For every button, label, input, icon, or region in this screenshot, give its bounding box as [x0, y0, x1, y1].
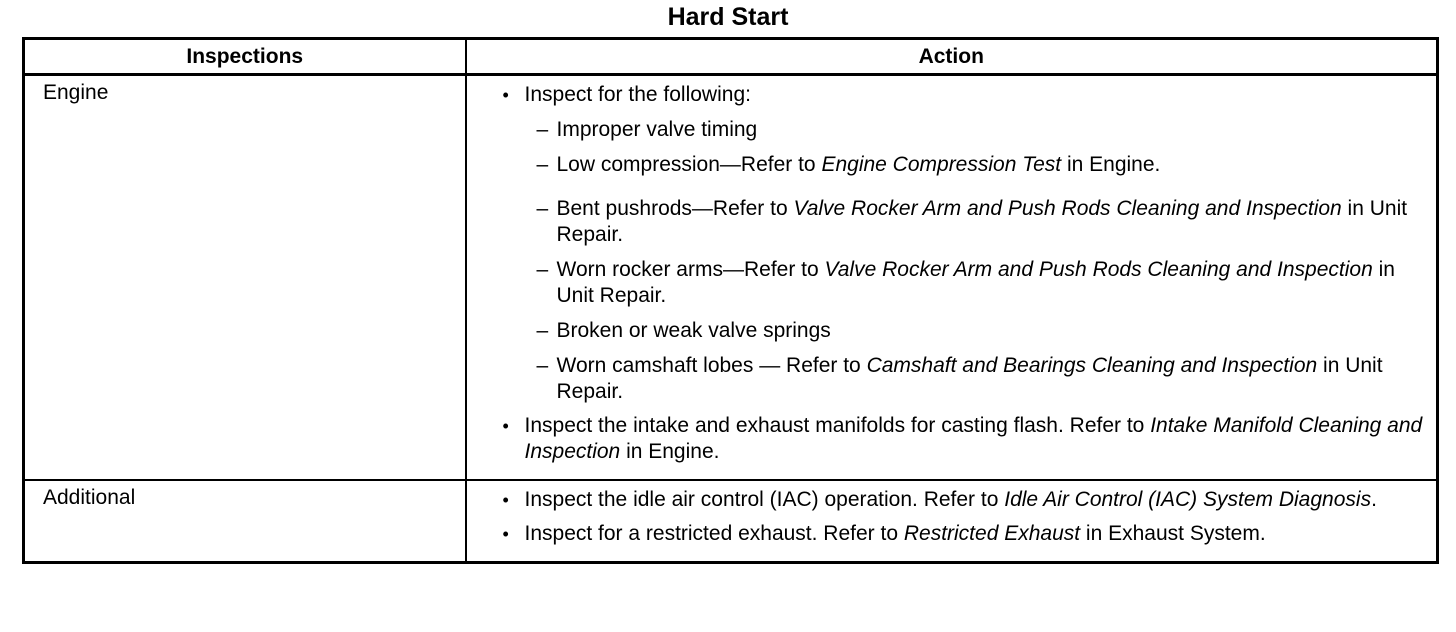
action-text: Inspect the idle air control (IAC) operation. Refer to — [524, 488, 1005, 511]
action-cell — [466, 480, 1438, 563]
action-list — [467, 481, 1437, 561]
action-text: Bent pushrods—Refer to — [556, 197, 794, 220]
action-text: in Engine. — [620, 440, 720, 463]
action-text: . — [1371, 488, 1377, 511]
reference-title: Engine Compression Test — [821, 153, 1062, 176]
action-text: Low compression—Refer to — [556, 153, 822, 176]
reference-title: Camshaft and Bearings Cleaning and Inspection — [866, 354, 1318, 377]
action-text: Broken or weak valve springs — [556, 319, 831, 342]
reference-title: Intake Manifold Cleaning and Inspection — [524, 414, 1423, 463]
dash-icon: – — [536, 319, 549, 342]
inspection-cell — [24, 480, 466, 563]
action-text: in Engine. — [1061, 153, 1161, 176]
inspection-label: Engine — [43, 81, 109, 104]
action-text: in Unit Repair. — [556, 197, 1408, 246]
action-sub-item — [503, 152, 1427, 178]
page-title: Hard Start — [667, 3, 789, 31]
dash-icon: – — [536, 197, 549, 220]
diagnostic-table — [22, 37, 1439, 564]
reference-title: Valve Rocker Arm and Push Rods Cleaning and Inspection — [824, 258, 1373, 281]
action-cell — [466, 75, 1438, 481]
dash-icon: – — [536, 153, 549, 176]
reference-title: Idle Air Control (IAC) System Diagnosis — [1004, 488, 1372, 511]
table-body — [24, 75, 1438, 563]
reference-title: Restricted Exhaust — [903, 522, 1081, 545]
action-text: Inspect the intake and exhaust manifolds for casting flash. Refer to — [524, 414, 1151, 437]
action-sub-item — [503, 318, 1427, 344]
dash-icon: – — [536, 354, 549, 377]
reference-title: Valve Rocker Arm and Push Rods Cleaning and Inspection — [793, 197, 1342, 220]
dash-icon: – — [536, 118, 549, 141]
action-text: Improper valve timing — [556, 118, 758, 141]
action-sub-item — [503, 353, 1427, 405]
action-text: in Unit Repair. — [556, 258, 1395, 307]
action-text: Inspect for a restricted exhaust. Refer to — [524, 522, 904, 545]
column-header-inspections: Inspections — [24, 39, 466, 75]
dash-icon: – — [536, 258, 549, 281]
spacer — [503, 178, 1427, 196]
action-bullet-item — [503, 521, 1427, 547]
column-header-action: Action — [466, 39, 1438, 75]
bullet-icon: • — [502, 416, 509, 436]
action-sub-item — [503, 117, 1427, 143]
inspection-cell — [24, 75, 466, 481]
action-text: in Exhaust System. — [1080, 522, 1266, 545]
bullet-icon: • — [502, 490, 509, 510]
action-text: Worn camshaft lobes — Refer to — [556, 354, 867, 377]
action-bullet-item — [503, 82, 1427, 108]
action-sub-item — [503, 196, 1427, 248]
action-text: Inspect for the following: — [524, 83, 751, 106]
table-row — [24, 75, 1438, 481]
table-header-row — [24, 39, 1438, 75]
action-bullet-item — [503, 413, 1427, 465]
action-sub-item — [503, 257, 1427, 309]
action-bullet-item — [503, 487, 1427, 513]
action-text: in Unit Repair. — [556, 354, 1383, 403]
bullet-icon: • — [502, 524, 509, 544]
inspection-label: Additional — [43, 486, 136, 509]
table-row — [24, 480, 1438, 563]
action-text: Worn rocker arms—Refer to — [556, 258, 825, 281]
action-list — [467, 76, 1437, 479]
bullet-icon: • — [502, 85, 509, 105]
